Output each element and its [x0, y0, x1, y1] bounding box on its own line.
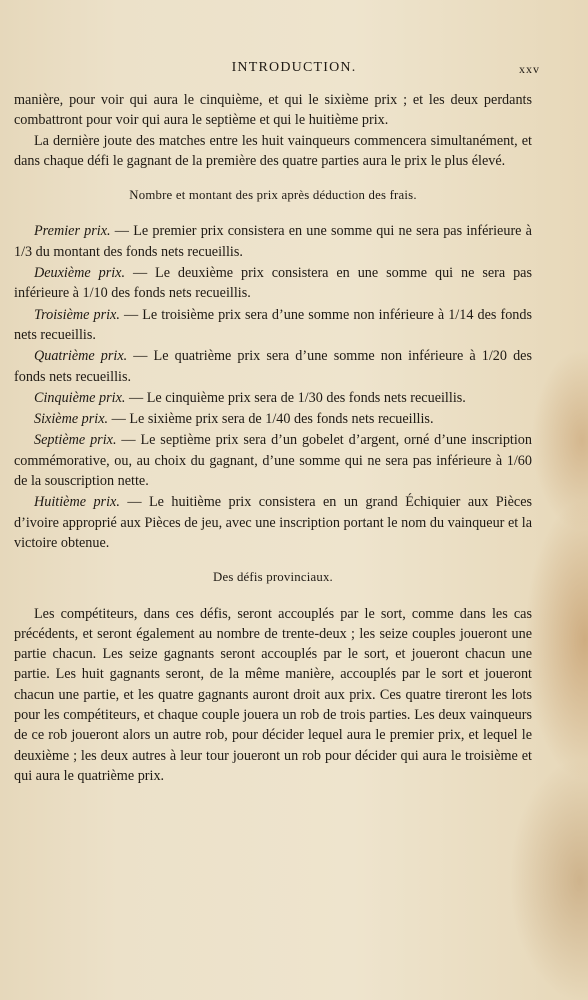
- prize-text: — Le septième prix sera d’un gobelet d’argent, orné d’une inscription commémorative, ou, au choix du gagnant, d’une somme qui ne sera pas inférieure à 1/60 de la souscription nette.: [14, 432, 532, 490]
- prize-text: — Le huitième prix consistera en un grand Échiquier aux Pièces d’ivoire approprié aux Pièces de jeu, avec une inscription portant le nom du vainqueur et la victoire obtenue.: [14, 494, 533, 551]
- running-title: INTRODUCTION.: [231, 60, 357, 75]
- provincial-paragraph: Les compétiteurs, dans ces défis, seront accouplés par le sort, comme dans les cas précédents, et seront également au nombre de trente-deux ; les seize couples joueront une partie chacun. Les seize gagnants seront accouplés par le sort, et joueront chacun une partie. Les huit gagnants seront, de la même manière, accouplés par le sort et joueront chacun une partie, et les quatre gagnants auront droit aux prix. Ces quatre tireront les lots pour les compétiteurs, et chaque couple jouera un rob de trois parties. Les deux vainqueurs de ce rob joueront alors un autre rob, pour décider lequel aura le premier prix, et lequel le deuxième ; les deux autres à leur tour joueront un rob pour décider qui aura le troisième et qui aura le quatrième prix.: [14, 605, 532, 784]
- prize-entry: [14, 221, 532, 262]
- prize-text: — Le premier prix consistera en une somme qui ne sera pas inférieure à 1/3 du montant des fonds nets recueillis.: [14, 223, 532, 260]
- page-body: [14, 90, 532, 786]
- page-header: [0, 60, 588, 84]
- prize-label: Deuxième prix.: [34, 265, 126, 282]
- prize-list: [14, 221, 532, 553]
- intro-paragraph: La dernière joute des matches entre les huit vainqueurs commencera simultanément, et dans chaque défi le gagnant de la première des quatre parties aura le prix le plus élevé.: [14, 132, 532, 169]
- prize-label: Sixième prix.: [34, 411, 109, 428]
- section-heading-prizes: Nombre et montant des prix après déduction des frais.: [129, 188, 417, 203]
- prize-entry: [14, 305, 532, 346]
- prize-entry: [14, 346, 532, 387]
- prize-entry: [14, 388, 532, 408]
- prize-text: — Le deuxième prix consistera en une somme qui ne sera pas inférieure à 1/10 des fonds nets recueillis.: [14, 265, 532, 302]
- section-heading-provincial: Des défis provinciaux.: [213, 570, 333, 585]
- prize-entry: [14, 430, 532, 491]
- prize-text: — Le cinquième prix sera de 1/30 des fonds nets recueillis.: [125, 389, 466, 406]
- prize-label: Premier prix.: [34, 223, 111, 240]
- prize-label: Troisième prix.: [34, 306, 120, 323]
- prize-text: — Le quatrième prix sera d’une somme non inférieure à 1/20 des fonds nets recueillis.: [14, 348, 532, 385]
- prize-label: Septième prix.: [34, 432, 117, 449]
- intro-paragraph-continued: manière, pour voir qui aura le cinquième, et qui le sixième prix ; et les deux perdants combattront pour voir qui aura le septième et qui le huitième prix.: [14, 92, 532, 129]
- page-number: xxv: [519, 62, 540, 76]
- prize-label: Quatrième prix.: [34, 348, 128, 365]
- prize-entry: [14, 492, 532, 553]
- prize-label: Cinquième prix.: [34, 389, 126, 406]
- prize-label: Huitième prix.: [34, 494, 120, 511]
- prize-text: — Le troisième prix sera d’une somme non inférieure à 1/14 des fonds nets recueillis.: [14, 306, 532, 343]
- prize-text: — Le sixième prix sera de 1/40 des fonds nets recueillis.: [108, 411, 434, 428]
- prize-entry: [14, 263, 532, 304]
- prize-entry: [14, 409, 532, 429]
